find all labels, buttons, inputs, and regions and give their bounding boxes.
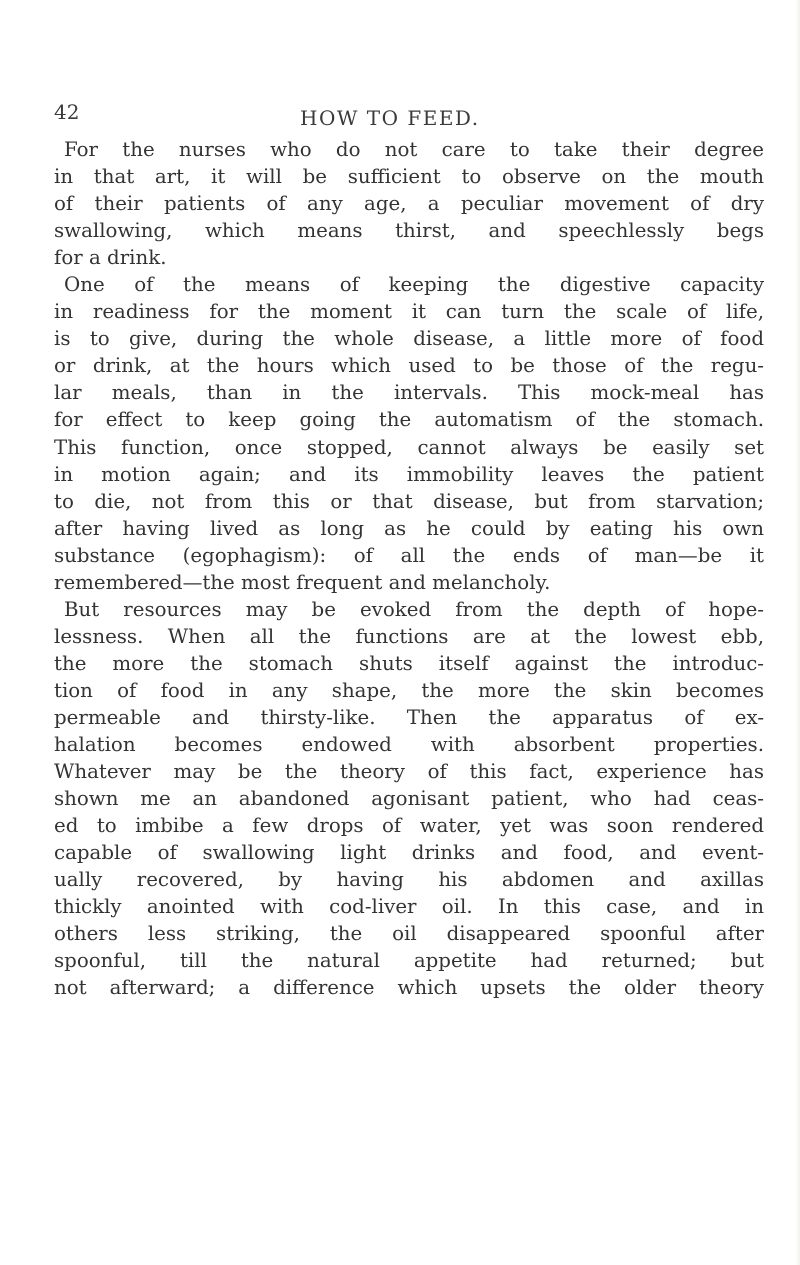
text-line: in motion again; and its immobility leaves the patient (54, 462, 764, 486)
text-line: shown me an abandoned agonisant patient, who had ceas- (54, 787, 764, 811)
text-line: for effect to keep going the automatism of the stomach. (54, 408, 764, 432)
page-number: 42 (54, 100, 80, 124)
text-line: This function, once stopped, cannot always be easily set (54, 435, 764, 459)
body-text (54, 136, 764, 1002)
page-edge (795, 0, 800, 1265)
text-line: ually recovered, by having his abdomen and axillas (54, 868, 764, 892)
text-line: of their patients of any age, a peculiar movement of dry (54, 192, 764, 216)
text-line: remembered—the most frequent and melancholy. (54, 570, 551, 594)
text-line: others less striking, the oil disappeared spoonful after (54, 922, 764, 946)
text-line: lar meals, than in the intervals. This mock-meal has (54, 381, 764, 405)
text-line: But resources may be evoked from the depth of hope- (64, 597, 764, 621)
text-line: halation becomes endowed with absorbent properties. (54, 733, 764, 757)
text-line: lessness. When all the functions are at the lowest ebb, (54, 624, 764, 648)
text-line: in readiness for the moment it can turn the scale of life, (54, 300, 764, 324)
text-line: tion of food in any shape, the more the skin becomes (54, 678, 764, 702)
text-line: permeable and thirsty-like. Then the apparatus of ex- (54, 705, 764, 729)
text-line: not afterward; a difference which upsets the older theory (54, 976, 764, 1000)
text-line: is to give, during the whole disease, a little more of food (54, 327, 764, 351)
text-line: thickly anointed with cod-liver oil. In this case, and in (54, 895, 764, 919)
text-line: substance (egophagism): of all the ends of man—be it (54, 543, 764, 567)
text-line: ed to imbibe a few drops of water, yet was soon rendered (54, 814, 764, 838)
text-line: the more the stomach shuts itself against the introduc- (54, 651, 764, 675)
text-line: For the nurses who do not care to take their degree (64, 138, 764, 161)
text-line: Whatever may be the theory of this fact, experience has (54, 760, 764, 784)
text-line: spoonful, till the natural appetite had returned; but (54, 949, 764, 973)
text-line: One of the means of keeping the digestive capacity (64, 273, 764, 297)
text-line: or drink, at the hours which used to be those of the regu- (54, 354, 764, 378)
text-line: after having lived as long as he could by eating his own (54, 516, 764, 540)
text-line: to die, not from this or that disease, but from starvation; (54, 489, 764, 513)
text-line: swallowing, which means thirst, and speechlessly begs (54, 219, 764, 243)
running-head: HOW TO FEED. (300, 106, 480, 130)
text-line: in that art, it will be sufficient to observe on the mouth (54, 165, 764, 189)
text-line: for a drink. (54, 246, 167, 270)
text-line: capable of swallowing light drinks and food, and event- (54, 841, 764, 865)
